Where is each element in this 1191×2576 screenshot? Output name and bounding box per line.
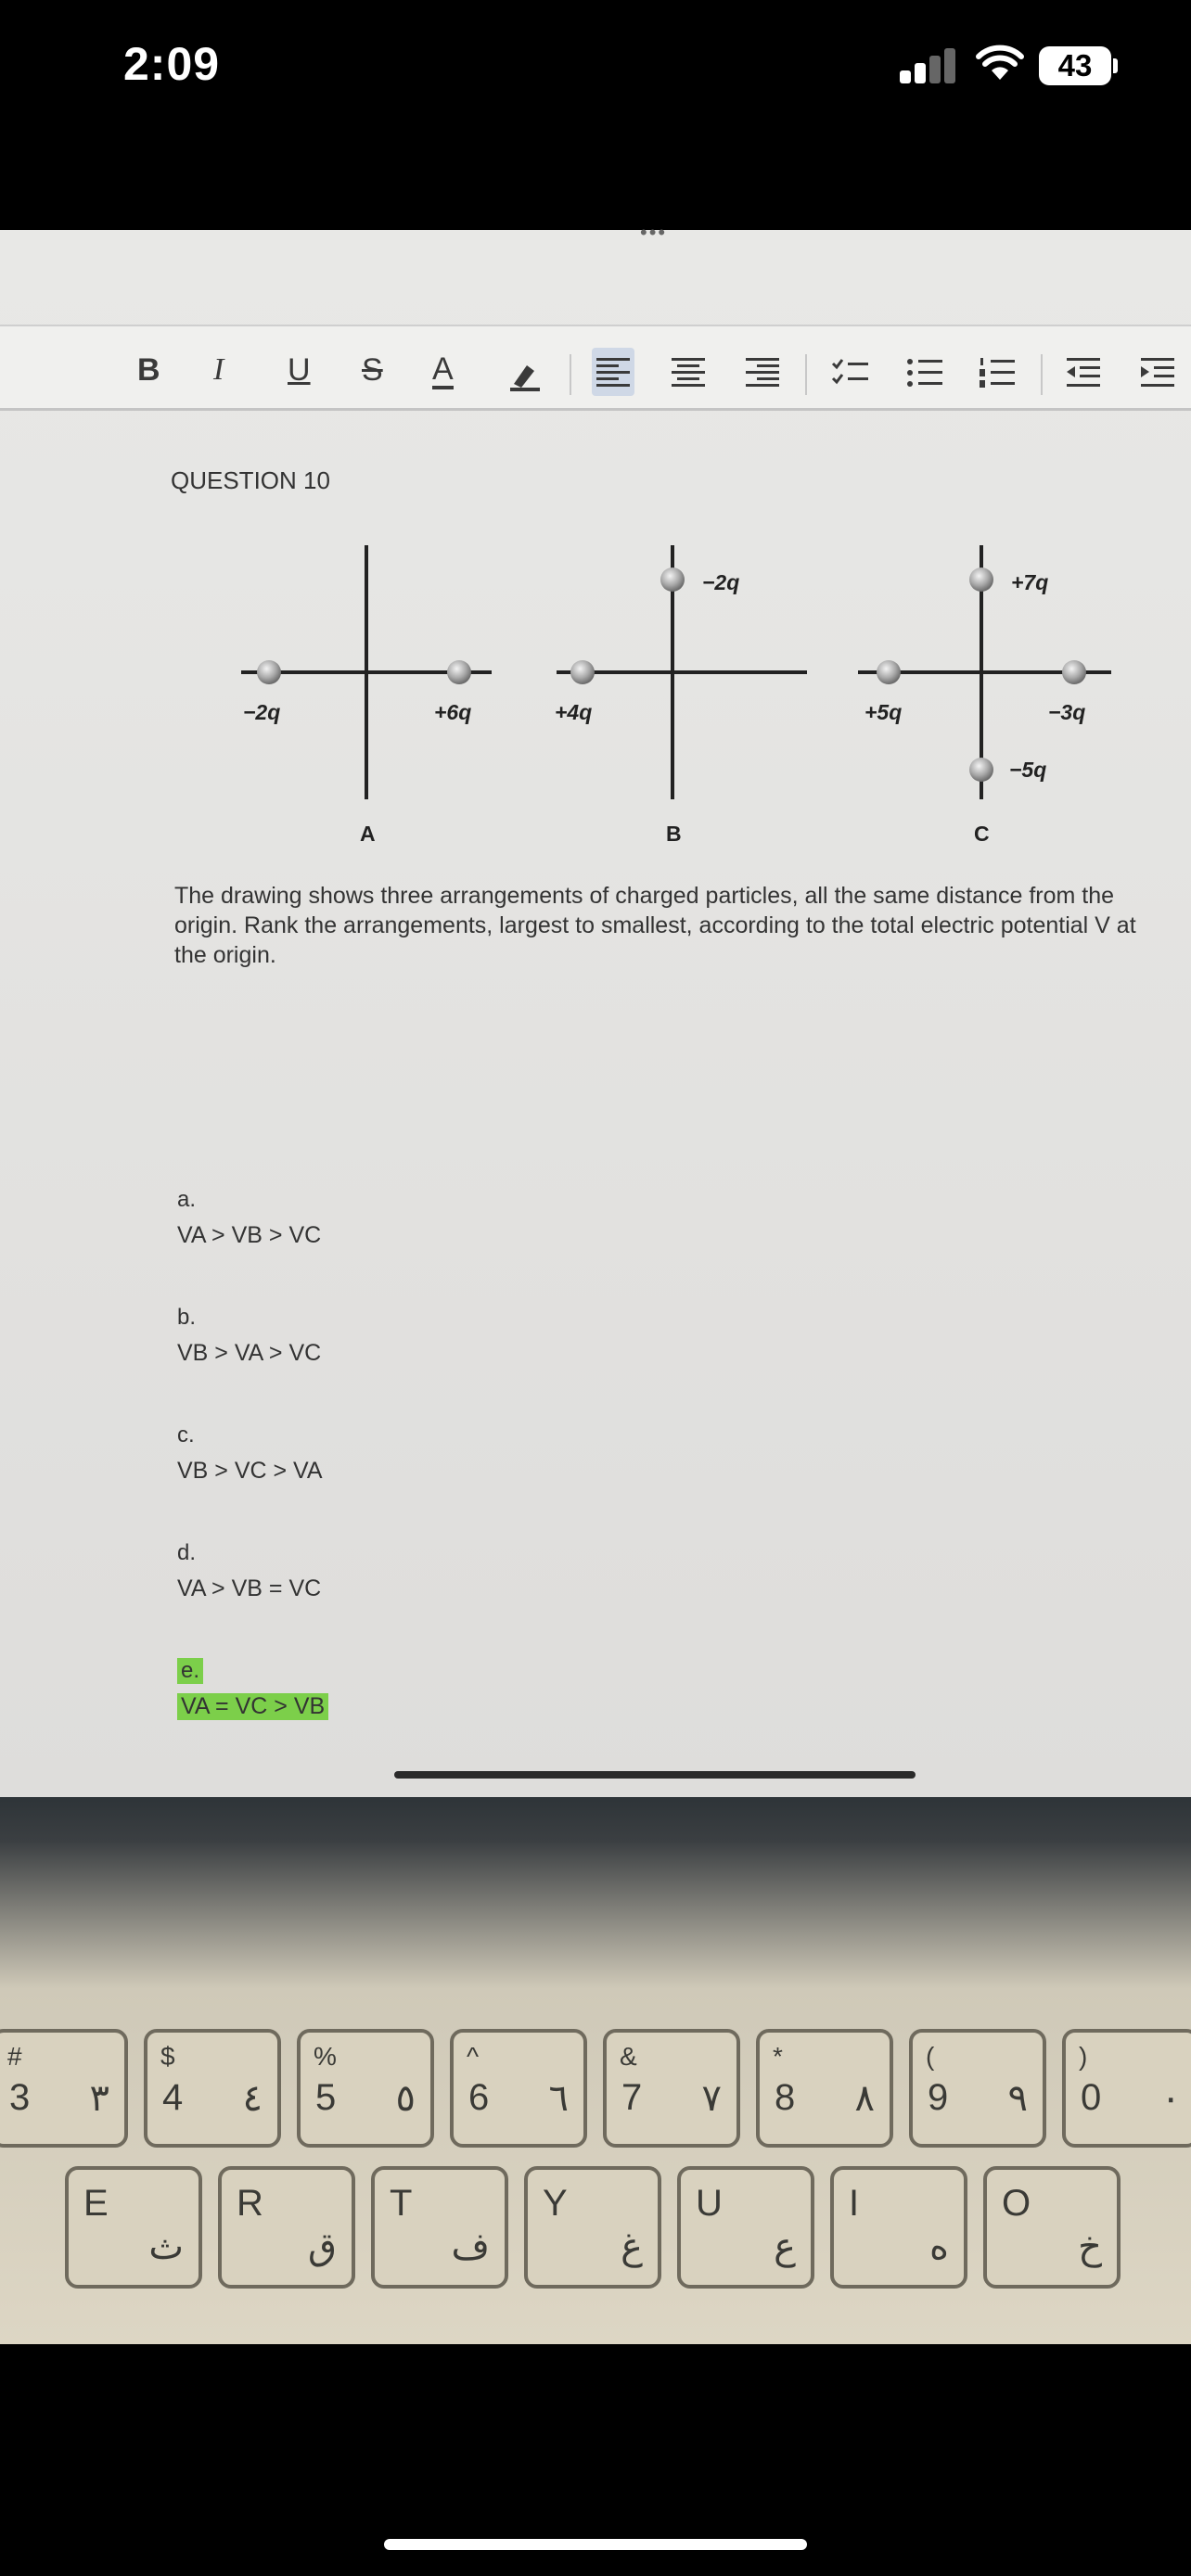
charge-a-right-label: +6q [434,700,472,724]
underline-button[interactable]: U [288,352,311,388]
arrangement-c-label: C [974,822,990,846]
status-time: 2:09 [123,38,221,90]
question-title: QUESTION 10 [171,466,330,494]
key-number: 6 [468,2077,490,2118]
numbered-list-icon[interactable] [980,358,1015,388]
key-number: 7 [621,2077,643,2118]
key-number: 5 [315,2077,337,2118]
charge-c-right [1062,660,1086,684]
option-a-letter: a. [177,1187,197,1212]
charge-b-left-label: +4q [555,700,593,724]
bold-button[interactable]: B [137,352,160,388]
indent-icon[interactable] [1141,358,1174,388]
arrangement-b-label: B [666,822,682,846]
key-arabic-letter: ق [307,2226,337,2267]
highlighter-icon[interactable] [506,356,544,393]
arrangement-a [241,545,492,846]
charge-arrangements-figure [213,538,1122,853]
key-number: 3 [9,2077,31,2118]
charge-a-left [257,660,281,684]
key-5[interactable] [297,2029,434,2148]
option-e-text[interactable]: VA = VC > VB [177,1693,328,1720]
key-3[interactable] [0,2029,128,2148]
home-indicator[interactable] [384,2539,807,2550]
option-b-text[interactable]: VB > VA > VC [177,1340,322,1366]
battery-tip [1113,58,1118,73]
key-arabic-digit: ٩ [1007,2078,1028,2119]
key-arabic-letter: ث [148,2226,184,2267]
key-letter: R [237,2183,263,2224]
option-e-letter: e. [177,1658,203,1684]
key-7[interactable] [603,2029,740,2148]
key-number: 9 [928,2077,949,2118]
strikethrough-button[interactable]: S [362,352,383,388]
key-arabic-digit: ٧ [701,2078,722,2119]
key-I[interactable] [830,2166,967,2289]
document-scroll-indicator [394,1771,916,1779]
key-number: 8 [775,2077,796,2118]
option-a-text[interactable]: VA > VB > VC [177,1222,322,1248]
key-arabic-digit: ٨ [854,2078,875,2119]
key-0[interactable] [1062,2029,1191,2148]
key-arabic-letter: غ [621,2226,643,2267]
key-R[interactable] [218,2166,355,2289]
key-arabic-digit: ٦ [548,2078,569,2119]
option-b-letter: b. [177,1305,197,1330]
key-number: 4 [162,2077,184,2118]
outdent-icon[interactable] [1067,358,1100,388]
key-shift-symbol: & [620,2042,637,2071]
arrangement-c [858,545,1111,846]
key-shift-symbol: ^ [467,2042,480,2071]
key-E[interactable] [65,2166,202,2289]
key-letter: O [1002,2183,1031,2224]
charge-a-left-label: −2q [243,700,281,724]
charge-c-bottom [969,758,993,782]
align-center-icon[interactable] [672,358,705,388]
key-Y[interactable] [524,2166,661,2289]
key-arabic-letter: ع [774,2226,796,2267]
bulleted-list-icon[interactable] [907,358,942,388]
key-letter: I [849,2183,860,2224]
key-shift-symbol: $ [160,2042,175,2071]
key-arabic-letter: ه [929,2226,949,2267]
charge-c-top-label: +7q [1011,570,1049,594]
key-shift-symbol: ( [926,2042,935,2071]
key-arabic-letter: خ [1078,2226,1102,2267]
charge-c-bottom-label: −5q [1009,758,1047,782]
key-O[interactable] [983,2166,1121,2289]
charge-c-right-label: −3q [1048,700,1086,724]
align-right-icon[interactable] [746,358,779,388]
option-d-letter: d. [177,1540,197,1565]
charge-c-left [877,660,901,684]
key-8[interactable] [756,2029,893,2148]
key-letter: T [390,2183,413,2224]
arrangement-b [555,545,807,846]
key-arabic-digit: ٣ [89,2078,109,2119]
key-arabic-digit: ٤ [242,2078,263,2119]
option-c-text[interactable]: VB > VC > VA [177,1458,323,1484]
key-letter: E [83,2183,109,2224]
key-number: 0 [1081,2077,1102,2118]
charge-c-left-label: +5q [864,700,903,724]
checklist-icon[interactable] [831,358,868,388]
option-d-text[interactable]: VA > VB = VC [177,1575,322,1601]
key-shift-symbol: ) [1079,2042,1088,2071]
key-4[interactable] [144,2029,281,2148]
battery-icon: 43 [1039,46,1111,85]
font-color-button[interactable]: A [432,352,454,389]
question-prompt: The drawing shows three arrangements of charged particles, all the same distance from the origin. Rank the arrangements, largest to smallest, according to the total electric potential V at the origin. [174,883,1136,968]
key-6[interactable] [450,2029,587,2148]
align-left-icon[interactable] [596,358,630,388]
arrangement-a-label: A [360,822,376,846]
option-c-letter: c. [177,1422,195,1447]
key-arabic-digit: ٠ [1160,2078,1181,2119]
more-handle-icon[interactable]: ••• [640,221,668,244]
key-U[interactable] [677,2166,814,2289]
key-shift-symbol: * [773,2042,783,2071]
charge-b-left [570,660,595,684]
italic-button[interactable]: I [213,352,224,387]
key-9[interactable] [909,2029,1046,2148]
key-shift-symbol: % [314,2042,337,2071]
cellular-signal-icon [900,46,955,83]
key-letter: Y [543,2183,568,2224]
charge-b-top-label: −2q [702,570,740,594]
key-shift-symbol: # [7,2042,22,2071]
key-arabic-digit: ٥ [395,2078,416,2119]
charge-c-top [969,567,993,592]
key-T[interactable] [371,2166,508,2289]
charge-b-top [660,567,685,592]
charge-a-right [447,660,471,684]
key-letter: U [696,2183,723,2224]
wifi-icon [976,45,1024,82]
key-arabic-letter: ف [451,2226,490,2267]
